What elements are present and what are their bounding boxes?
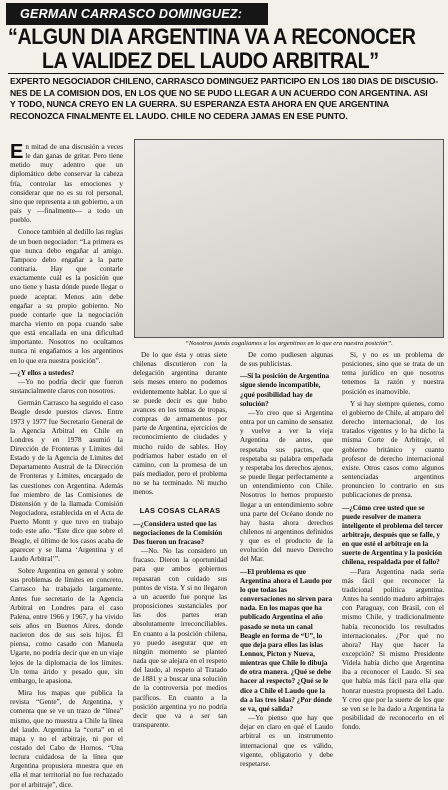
answer: —Para Argentina nada sería más fácil que reconocer la tradicional política argentina. Antes ha sentido maduro arbitrajes con Paraguay, con Brasil, con el mismo Chile, y tradicionalmente había reconocido los resultados internacionales. ¿Por qué no ahora? Hay que hacer la excepción? Si mismo Presidente Videla había dicho que Argentina iba a reconocer el Laudo. Sí sea que había más fácil para ella que honrar nuestra propuesta del Lado. Y creo que por la suerte de los que se ven se le ha dado a Argentina la posibilidad de reconocerlo en el fondo. [342, 567, 444, 732]
deck [10, 76, 444, 122]
paragraph: De lo que ésta y otras siete chilenas discutieron con la delegación argentina durante seis meses entero no podemos evidentemente hablar. Lo que sí se puede decir es que hubo avances en los temas de tropas, compras de armamentos por parte de Argentina, ejercicios de reconocimiento de ciudades y mucho ruido de sables. Hoy podríamos haber estado en el camino, con la promesa de un país mediador, pero el problema no se ha terminado. Ni mucho menos. [133, 351, 227, 497]
drop-cap: E [10, 141, 24, 163]
deck-line-2: NES DE LA COMISION DOS, EN LOS QUE NO SE PUDO LLEGAR A UN ACUERDO CON ARGENTINA. ASI [10, 87, 428, 98]
paragraph: Conoce también al dedillo las reglas de un buen negociador: “La primera es que nunca debo engañar al amigo. Tampoco debo engañar a la parte contraria. Hay que contarle exactamente cuál es la posición que uno tiene y hasta dónde puede llegar o puede aceptar. Menos aún debe engañar a su propio gobierno. No puede contarle que la negociación marcha viento en popa cuando sabe que está encallada en una dificultad importante. Nosotros no ocultamos nunca ni engañamos a los argentinos en lo que era nuestra posición”. [10, 228, 123, 365]
paragraph: En mitad de una discusión a veces le dan ganas de gritar. Pero tiene metido muy adentro que un diplomático debe conservar la cabeza fría, controlar las emociones y considerar que no es su rol personal, sino que representa a un gobierno, a un país y —finalmente— a todo un pueblo. [10, 141, 123, 225]
paragraph: Y si hay siempre quienes, como el gobierno de Chile, al amparo del derecho internacional, de los tratados vigentes y lo ha dicho la misma Corte de Arbitraje, el gobierno británico y cuanto profesor de derecho internacional existe. Otros casos como algunos sentenciadas argentinos pronuncien lo contrario en sus publicaciones de prensa. [342, 399, 444, 500]
paragraph: Sobre Argentina en general y sobre sus problemas de límites en concreto, Carrasco ha trabajado largamente. Antes fue secretario de la Agencia Arbitral en Londres para el caso Palena, entre 1966 y 1967, y ha vivido seis años en Buenos Aires, donde nacieron dos de sus seis hijos. Él piensa, como casado con Manuela Ugarte, no podría decir que en un viaje lejos de la diplomacia de los límites. Un tema árido y pesado que, sin embargo, le apasiona. [10, 567, 123, 685]
article-column-1 [10, 141, 123, 789]
deck-line-4: RECONOZCA FINALMENTE EL LAUDO. CHILE NO CEDERA JAMAS EN ESE PUNTO. [10, 110, 348, 121]
paragraph: Si, y no es un problema de posiciones, sino que se trata de un tema jurídico en que nosotros tenemos la razón y nuestra posición es inamovible. [342, 351, 444, 396]
question: —El problema es que Argentina ahora el Laudo por lo que todas las conversaciones no sirven para nada. En los mapas que ha publicado Argentina el año pasado se nota un canal Beagle en forma de “U”, lo que deja para ellos las islas Lennox, Picton y Nueva, mientras que Chile lo dibuja de otra manera. ¿Qué se debe hacer al respecto? ¿Qué se le dice a Chile el Laudo que la da a las tres islas? ¿Por dónde se va, qué salida? [240, 567, 333, 713]
headline-rule [8, 73, 444, 74]
paragraph: Mira los mapas que publica la revista “Gente”, de Argentina, y comenta que se ve un trazo de “línea” mismo, que no muestra a Chile la línea del laudo. Argentina la “corta” en el mapa y no el arbitraje, ni por el costado del Cabo de Hornos. “Una lectura cuidadosa de la línea que Argentina propusiera muestra que en ella el mar territorial no fue rechazado por el arbitraje”, dice. [10, 689, 123, 789]
headline-line-1: “ALGUN DIA ARGENTINA VA A RECONOCER [8, 24, 416, 50]
question: —¿Y ellos a ustedes? [10, 368, 75, 377]
article-column-3 [240, 351, 333, 768]
question: —¿Cómo cree usted que se puede resolver de manera inteligente el problema del tercer arbitraje, después que se falle, y en que esté el arbitraje en la suerte de Argentina y la posición chilena, respaldada por el fallo? [342, 503, 443, 567]
answer: —Yo no podría decir que fueron sustancialmente claros con nosotros. [10, 377, 123, 396]
deck-line-3: Y TODO, NUNCA CREYO EN LA GUERRA. SU ESPERANZA ESTA AHORA EN QUE ARGENTINA [10, 99, 390, 110]
headline [8, 26, 444, 73]
answer: —No. No las considero un fracaso. Dieron la oportunidad para que ambos gobiernos repasaran con cuidado sus puntos de vista. Y si no llegaron a un acuerdo fue porque las proposiciones sustanciales por las dos partes eran absolutamente irreconciliables. En cuanto a la posición chilena, yo puedo asegurar que en ningún momento se planteó nada que se alejara en el respeto del laudo, al respeto al Tratado de 1881 y a buscar una solución de la controversia por medios pacíficos. En cuanto a la posición argentina yo no podría decir que va a ser tan transparente. [133, 547, 227, 730]
section-subhead: LAS COSAS CLARAS [139, 505, 221, 515]
article-column-2 [133, 351, 227, 730]
deck-line-1: EXPERTO NEGOCIADOR CHILENO, CARRASCO DOMINGUEZ PARTICIPO EN LOS 180 DIAS DE DISCUSIO- [10, 76, 439, 86]
paragraph: Germán Carrasco ha seguido el caso Beagle desde puestos claves. Entre 1973 y 1977 fue Secretario General de la Agencia Arbitral en Chile en Londres y en 1978 asumió la Dirección de Fronteras y Límites del Estado y de la Agencia de Límites del Departamento Austral de la Dirección de Fronteras y Límites, encargado de las cuestiones con Argentina. Además fue miembro de las Comisiones de Distensión y de la llamada Comisión Negociadora, establecida en el Acta de Puerto Montt y que tuvo en trabajo todo este año. “Este dice que sobre el Beagle, el último de los casos acaba de aparecer y se llama ‘Argentina y el Laudo Arbitral’”. [10, 399, 123, 563]
headline-line-2: LA VALIDEZ DEL LAUDO ARBITRAL” [42, 48, 379, 74]
author-banner: GERMAN CARRASCO DOMINGUEZ: [6, 3, 268, 25]
portrait-photo [134, 139, 444, 338]
question: —¿Considera usted que las negociaciones de la Comisión Dos fueron un fracaso? [133, 519, 223, 546]
answer: —Yo creo que si Argentina entra por un camino de sensatez y vuelve a ver la vieja Argentina de antes, que respetaba sus pactos, que respetaba su palabra empeñada y respetaba los derechos ajenos, se puede llegar perfectamente a un entendimiento con Chile. Nosotros lo hemos propuesto llegar a un entendimiento sobre una parte del Océano donde no hay hasta ahora derechos chilenos ni argentinos definidos y que es el producto de la evolución del nuevo Derecho del Mar. [240, 408, 333, 564]
answer: —Yo pienso que hay que dejar en claro en qué el Laudo arbitral es un instrumento internacional que es válido, vigente, obligatorio y debe respetarse. [240, 714, 333, 768]
article-column-4 [342, 351, 444, 732]
photo-caption: “Nosotros jamás cogaliamos a los argentinos en lo que era nuestra posición”. [185, 340, 393, 347]
question: —Si la posición de Argentina sigue siendo incompatible, ¿qué posibilidad hay de solución? [240, 372, 330, 408]
paragraph: De como pudiesen algunas de sus publicistas. [240, 351, 333, 369]
